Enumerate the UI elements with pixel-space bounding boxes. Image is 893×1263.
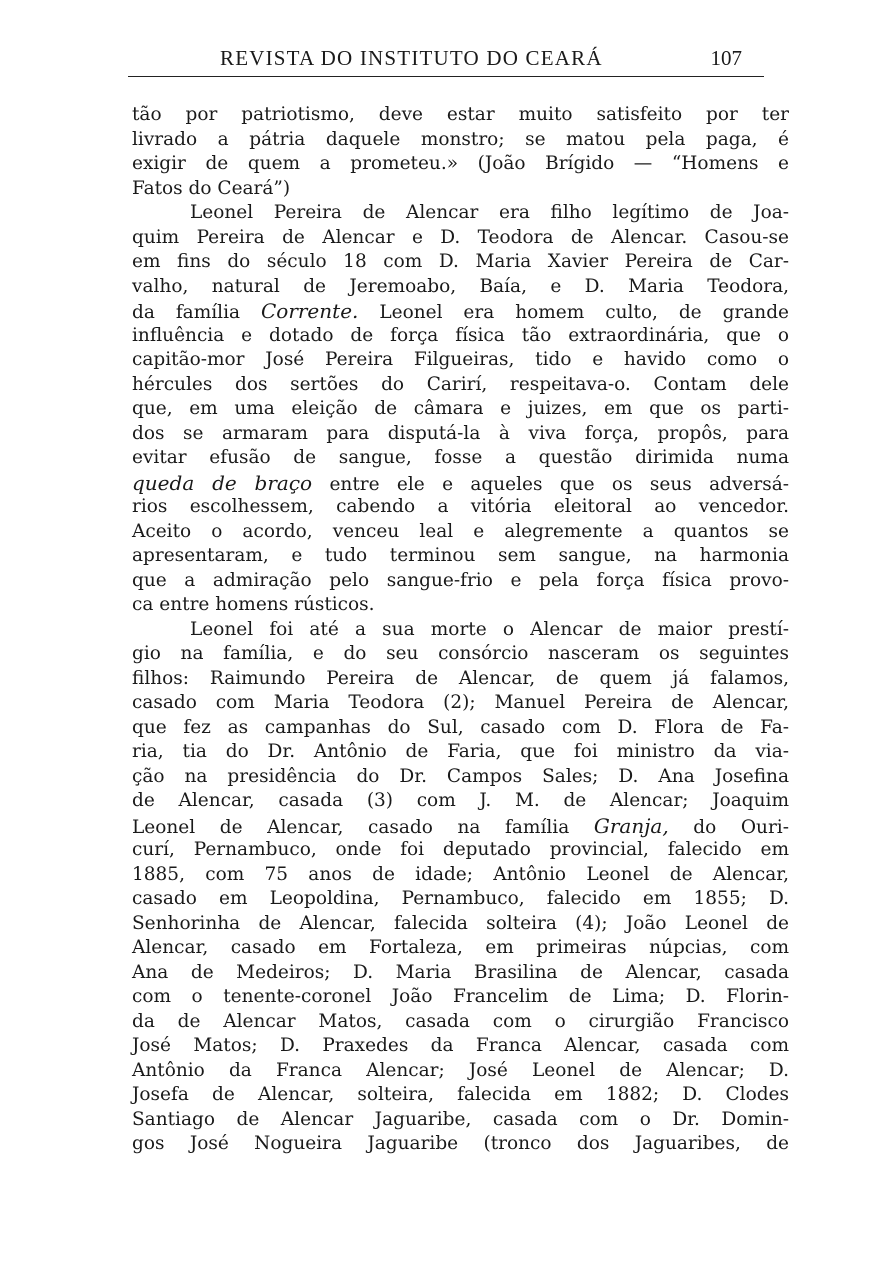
text-line: evitar efusão de sangue, fosse a questão dirimida numa <box>132 447 789 468</box>
text-line: que fez as campanhas do Sul, casado com D. Flora de Fa- <box>132 716 789 738</box>
paragraph-start-line: Leonel foi até a sua morte o Alencar de maior prestí- <box>190 618 789 640</box>
text-line: rios escolhessem, cabendo a vitória eleitoral ao vencedor. <box>132 496 789 517</box>
text-line: que, em uma eleição de câmara e juizes, em que os parti- <box>132 398 789 419</box>
text-line: Alencar, casado em Fortaleza, em primeiras núpcias, com <box>132 937 789 958</box>
text-line: influência e dotado de força física tão extraordinária, que o <box>132 324 789 346</box>
text-line: filhos: Raimundo Pereira de Alencar, de quem já falamos, <box>132 667 789 689</box>
text-line: capitão-mor José Pereira Filgueiras, tido e havido como o <box>132 349 789 370</box>
text-line: em fins do século 18 com D. Maria Xavier Pereira de Car- <box>132 251 789 272</box>
text-line-with-italic <box>132 299 789 324</box>
text-line-with-italic <box>132 471 789 496</box>
text-line: ção na presidência do Dr. Campos Sales; D. Ana Josefina <box>132 765 789 787</box>
text-line: Senhorinha de Alencar, falecida solteira (4); João Leonel de <box>132 912 789 934</box>
text-line: ria, tia do Dr. Antônio de Faria, que foi ministro da via- <box>132 741 789 762</box>
text-line: ca entre homens rústicos. <box>132 594 375 615</box>
text-segment: Leonel de Alencar, casado na família <box>132 816 594 838</box>
text-line: Antônio da Franca Alencar; José Leonel de Alencar; D. <box>132 1059 789 1081</box>
running-header <box>128 46 764 77</box>
text-line: que a admiração pelo sangue-frio e pela força física provo- <box>132 569 789 591</box>
text-line: casado com Maria Teodora (2); Manuel Pereira de Alencar, <box>132 692 789 713</box>
text-line: Josefa de Alencar, solteira, falecida em 1882; D. Clodes <box>132 1084 789 1105</box>
text-line: José Matos; D. Praxedes da Franca Alencar, casada com <box>132 1035 789 1056</box>
text-line: quim Pereira de Alencar e D. Teodora de Alencar. Casou-se <box>132 226 789 248</box>
italic-phrase: queda de braço <box>132 470 313 495</box>
text-segment: da família <box>132 302 261 323</box>
paragraph-start-line: Leonel Pereira de Alencar era filho legítimo de Joa- <box>190 202 789 223</box>
text-line: hércules dos sertões do Carirí, respeitava-o. Contam dele <box>132 373 789 395</box>
text-line: apresentaram, e tudo terminou sem sangue, na harmonia <box>132 545 789 566</box>
text-line: valho, natural de Jeremoabo, Baía, e D. Maria Teodora, <box>132 275 789 297</box>
page-number: 107 <box>710 46 742 70</box>
text-line: com o tenente-coronel João Francelim de Lima; D. Florin- <box>132 986 789 1007</box>
text-line-with-italic <box>132 814 789 839</box>
text-line: Santiago de Alencar Jaguaribe, casada com o Dr. Domin- <box>132 1108 789 1130</box>
text-line: tão por patriotismo, deve estar muito satisfeito por ter <box>132 104 789 125</box>
text-segment: Leonel era homem culto, de grande <box>358 302 789 323</box>
text-line: curí, Pernambuco, onde foi deputado provincial, falecido em <box>132 839 789 860</box>
text-line: exigir de quem a prometeu.» (João Brígido — “Homens e <box>132 153 789 174</box>
journal-title: REVISTA DO INSTITUTO DO CEARÁ <box>220 46 603 70</box>
text-line: de Alencar, casada (3) com J. M. de Alencar; Joaquim <box>132 790 789 811</box>
text-line: 1885, com 75 anos de idade; Antônio Leonel de Alencar, <box>132 863 789 885</box>
text-line: Fatos do Ceará”) <box>132 177 291 199</box>
text-line: dos se armaram para disputá-la à viva força, propôs, para <box>132 422 789 444</box>
text-segment: do Ouri- <box>668 816 789 838</box>
text-line: da de Alencar Matos, casada com o cirurgião Francisco <box>132 1010 789 1032</box>
text-line: Ana de Medeiros; D. Maria Brasilina de Alencar, casada <box>132 961 789 983</box>
italic-family-name: Corrente. <box>260 299 359 323</box>
text-segment: entre ele e aqueles que os seus adversá- <box>312 473 789 495</box>
text-line: gos José Nogueira Jaguaribe (tronco dos Jaguaribes, de <box>132 1133 789 1154</box>
text-line: livrado a pátria daquele monstro; se matou pela paga, é <box>132 128 789 150</box>
text-line: Aceito o acordo, venceu leal e alegremente a quantos se <box>132 520 789 542</box>
body-text <box>132 103 789 1157</box>
italic-family-name: Granja, <box>593 813 669 838</box>
text-line: gio na família, e do seu consórcio nasceram os seguintes <box>132 643 789 664</box>
text-line: casado em Leopoldina, Pernambuco, falecido em 1855; D. <box>132 888 789 909</box>
